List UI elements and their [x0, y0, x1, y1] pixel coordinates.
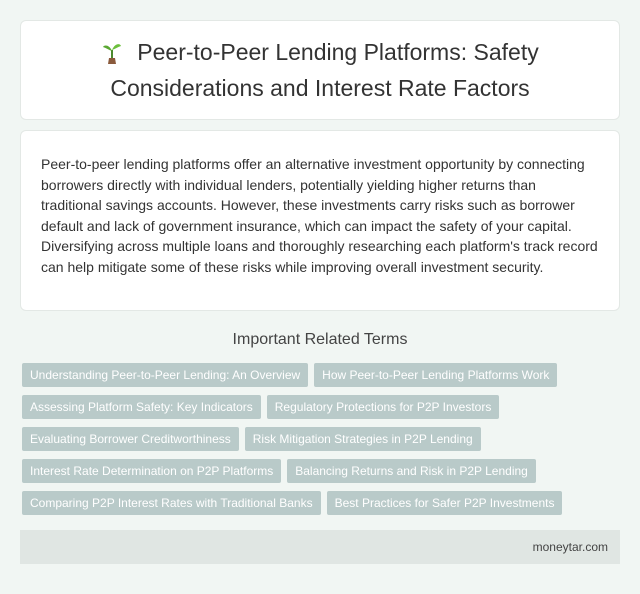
summary-card	[20, 130, 620, 311]
page-title	[21, 37, 619, 103]
related-term-tag[interactable]: Evaluating Borrower Creditworthiness	[22, 427, 239, 451]
related-term-tag[interactable]: Risk Mitigation Strategies in P2P Lending	[245, 427, 481, 451]
header-card	[20, 20, 620, 120]
related-term-tag[interactable]: Understanding Peer-to-Peer Lending: An Overview	[22, 363, 308, 387]
related-term-tag[interactable]: Regulatory Protections for P2P Investors	[267, 395, 500, 419]
related-term-tag[interactable]: Comparing P2P Interest Rates with Traditional Banks	[22, 491, 321, 515]
related-term-tag[interactable]: Assessing Platform Safety: Key Indicators	[22, 395, 261, 419]
related-terms-list	[22, 363, 622, 523]
footer	[20, 530, 620, 564]
sprout-icon	[101, 40, 123, 73]
related-terms-heading: Important Related Terms	[232, 331, 408, 348]
related-term-tag[interactable]: How Peer-to-Peer Lending Platforms Work	[314, 363, 557, 387]
related-term-tag[interactable]: Interest Rate Determination on P2P Platforms	[22, 459, 281, 483]
related-term-tag[interactable]: Balancing Returns and Risk in P2P Lending	[287, 459, 536, 483]
summary-text: Peer-to-peer lending platforms offer an alternative investment opportunity by connecting borrowers directly with individual lenders, potentially yielding higher returns than traditional savings accounts. However, these investments carry risks such as borrower default and lack of government insurance, which can impact the safety of your capital. Diversifying across multiple loans and thoroughly researching each platform's track record can help mitigate some of these risks while improving overall investment security.	[41, 156, 598, 275]
page-title-text: Peer-to-Peer Lending Platforms: Safety Considerations and Interest Rate Factors	[110, 39, 539, 101]
footer-site-link[interactable]: moneytar.com	[532, 540, 608, 554]
related-term-tag[interactable]: Best Practices for Safer P2P Investments	[327, 491, 563, 515]
